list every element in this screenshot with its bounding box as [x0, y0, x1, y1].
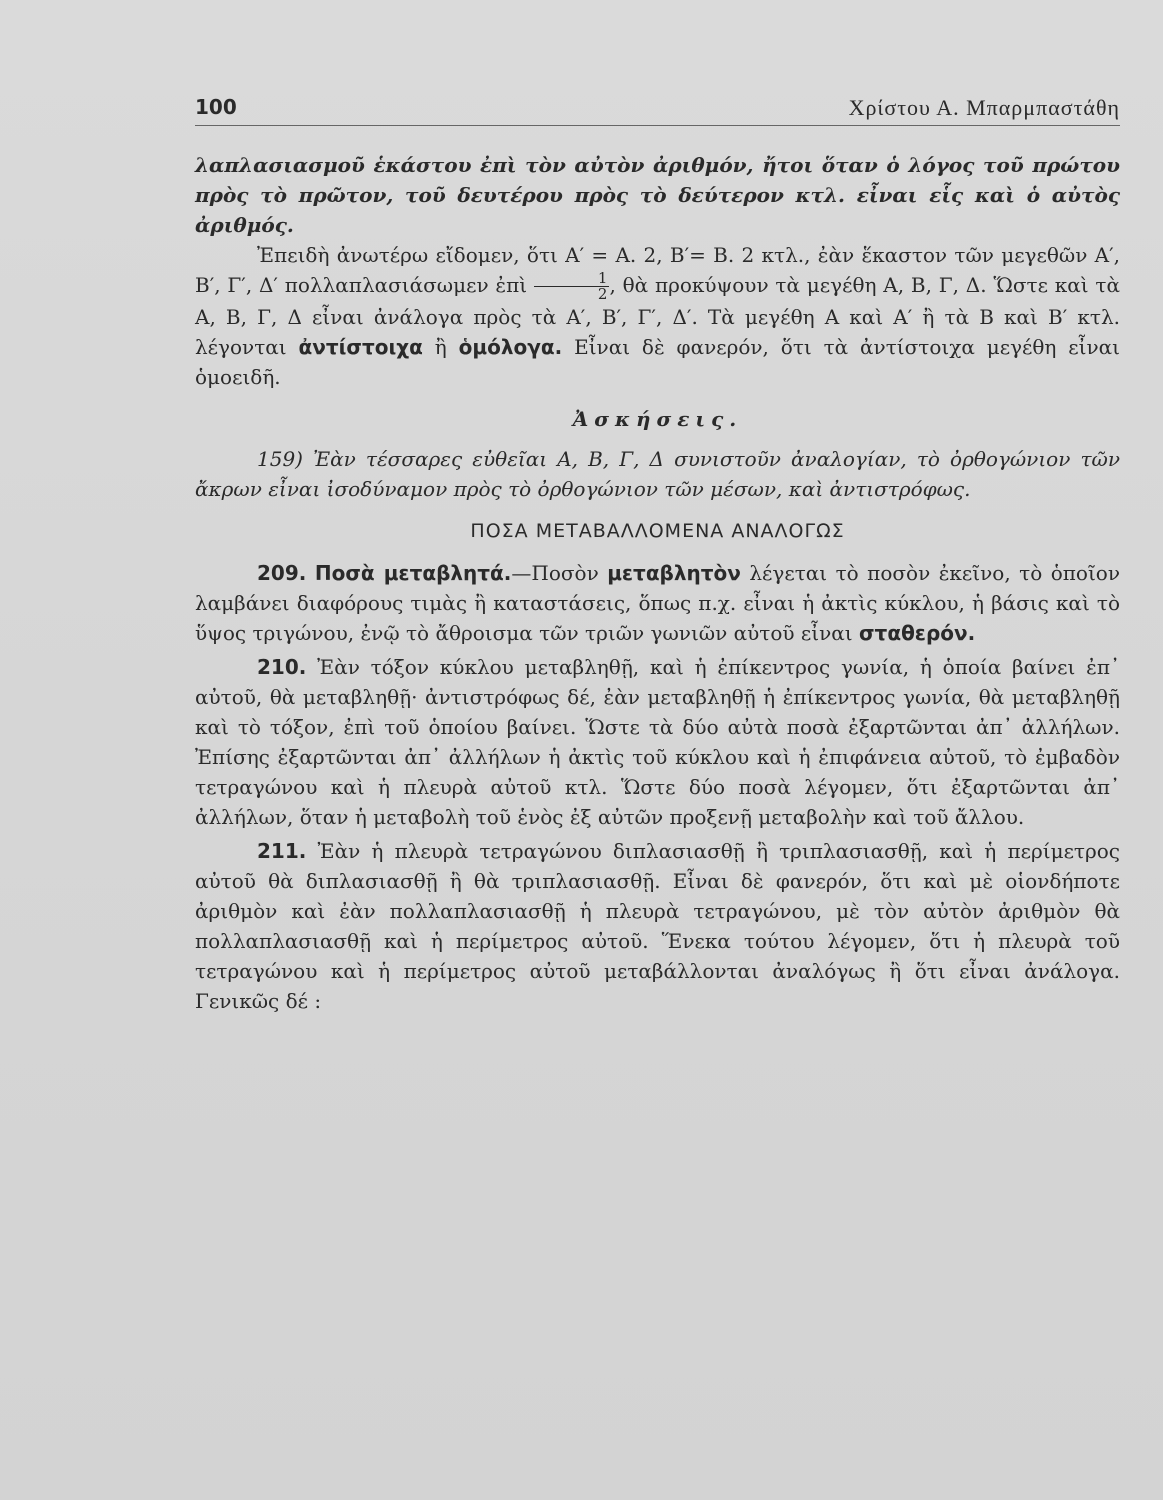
term-variable: μεταβλητὸν — [607, 561, 741, 585]
exercise-159: 159) Ἐὰν τέσσαρες εὐθεῖαι Α, Β, Γ, Δ συνιστοῦν ἀναλογίαν, τὸ ὀρθογώνιον τῶν ἄκρων εἶναι ἰσοδύναμον πρὸς τὸ ὀρθογώνιον τῶν μέσων, καὶ ἀντιστρόφως. — [195, 447, 1120, 501]
text-part: Ἐπειδὴ ἀνωτέρω εἴδομεν, ὅτι Α′ = Α. 2, Β′= Β. 2 κτλ., ἐὰν ἕκαστον τῶν μεγεθῶν Α′, Β′, Γ′, Δ′ πολλαπλασιάσωμεν ἐπὶ — [195, 243, 1120, 297]
section-heading: Ποσὰ μεταβλητά. — [314, 561, 512, 585]
term-corresponding: ἀντίστοιχα — [298, 335, 423, 359]
term-constant: σταθερόν. — [858, 621, 976, 645]
section-number: 210. — [257, 655, 307, 679]
exercises-heading: Ἀσκήσεις. — [572, 407, 743, 431]
section-number: 209. — [257, 561, 307, 585]
fraction-denominator: 2 — [597, 285, 608, 303]
fraction-one-half — [534, 271, 610, 302]
text-part: , θὰ προκύψουν τὰ μεγέθη Α, Β, Γ, Δ. Ὥστε καὶ τὰ Α, Β, Γ, Δ εἶναι ἀνάλογα πρὸς τὰ Α′, Β′, Γ′, Δ′. Τὰ μεγέθη Α καὶ Α′ ἢ τὰ Β καὶ Β′ κτλ. λέγονται — [195, 273, 1120, 359]
section-number: 211. — [257, 839, 307, 863]
section-title: ΠΟΣΑ ΜΕΤΑΒΑΛΛΟΜΕΝΑ ΑΝΑΛΟΓΩΣ — [470, 520, 845, 542]
text-part: λέγεται τὸ ποσὸν ἐκεῖνο, τὸ ὁποῖον λαμβάνει διαφόρους τιμὰς ἢ καταστάσεις, ὅπως π.χ. εἶναι ἡ ἀκτὶς κύκλου, ἡ βάσις καὶ τὸ ὕψος τριγώνου, ἐνῷ τὸ ἄθροισμα τῶν τριῶν γωνιῶν αὐτοῦ εἶναι — [195, 561, 1120, 645]
fraction-numerator: 1 — [534, 271, 610, 287]
section-210 — [195, 652, 1120, 832]
section-209 — [195, 558, 1120, 648]
running-head: Χρίστου Α. Μπαρμπαστάθη — [848, 95, 1120, 120]
text-part: Εἶναι δὲ φανερόν, ὅτι τὰ ἀντίστοιχα μεγέθη εἶναι ὁμοειδῆ. — [195, 335, 1120, 389]
paragraph-continuation: λαπλασιασμοῦ ἑκάστου ἐπὶ τὸν αὐτὸν ἀριθμόν, ἤτοι ὅταν ὁ λόγος τοῦ πρώτου πρὸς τὸ πρῶτον, τοῦ δευτέρου πρὸς τὸ δεύτερον κτλ. εἶναι εἷς καὶ ὁ αὐτὸς ἀριθμός. — [195, 153, 1120, 237]
page-number: 100 — [195, 95, 237, 119]
section-211 — [195, 836, 1120, 1016]
term-homologous: ὁμόλογα. — [458, 335, 563, 359]
text-part: Ἐὰν τόξον κύκλου μεταβληθῇ, καὶ ἡ ἐπίκεντρος γωνία, ἡ ὁποία βαίνει ἐπ᾽ αὐτοῦ, θὰ μεταβληθῇ· ἀντιστρόφως δέ, ἐὰν μεταβληθῇ ἡ ἐπίκεντρος γωνία, θὰ μεταβληθῇ καὶ τὸ τόξον, ἐπὶ τοῦ ὁποίου βαίνει. Ὥστε τὰ δύο αὐτὰ ποσὰ ἐξαρτῶνται ἀπ᾽ ἀλλήλων. Ἐπίσης ἐξαρτῶνται ἀπ᾽ ἀλλήλων ἡ ἀκτὶς τοῦ κύκλου καὶ ἡ ἐπιφάνεια αὐτοῦ, τὸ ἐμβαδὸν τετραγώνου καὶ ἡ πλευρὰ αὐτοῦ κτλ. Ὥστε δύο ποσὰ λέγομεν, ὅτι ἐξαρτῶνται ἀπ᾽ ἀλλήλων, ὅταν ἡ μεταβολὴ τοῦ ἑνὸς ἐξ αὐτῶν προξενῇ μεταβολὴν καὶ τοῦ ἄλλου. — [195, 655, 1120, 829]
text-part: ἢ — [422, 335, 459, 359]
text-part: Ἐὰν ἡ πλευρὰ τετραγώνου διπλασιασθῇ ἢ τριπλασιασθῇ, καὶ ἡ περίμετρος αὐτοῦ θὰ διπλασιασθῇ ἢ θὰ τριπλασιασθῇ. Εἶναι δὲ φανερόν, ὅτι καὶ μὲ οἱονδήποτε ἀριθμὸν καὶ ἐὰν πολλαπλασιασθῇ ἡ πλευρὰ τετραγώνου, μὲ τὸν αὐτὸν ἀριθμὸν θὰ πολλαπλασιασθῇ καὶ ἡ περίμετρος αὐτοῦ. Ἕνεκα τούτου λέγομεν, ὅτι ἡ πλευρὰ τοῦ τετραγώνου καὶ ἡ περίμετρος αὐτοῦ μεταβάλλονται ἀναλόγως ἢ ὅτι εἶναι ἀνάλογα. Γενικῶς δέ : — [195, 839, 1120, 1013]
dash: — — [511, 561, 532, 585]
page-body — [195, 150, 1120, 1016]
text-part: Ποσὸν — [531, 561, 608, 585]
paragraph-corresponding — [195, 240, 1120, 392]
page-header — [195, 95, 1120, 126]
